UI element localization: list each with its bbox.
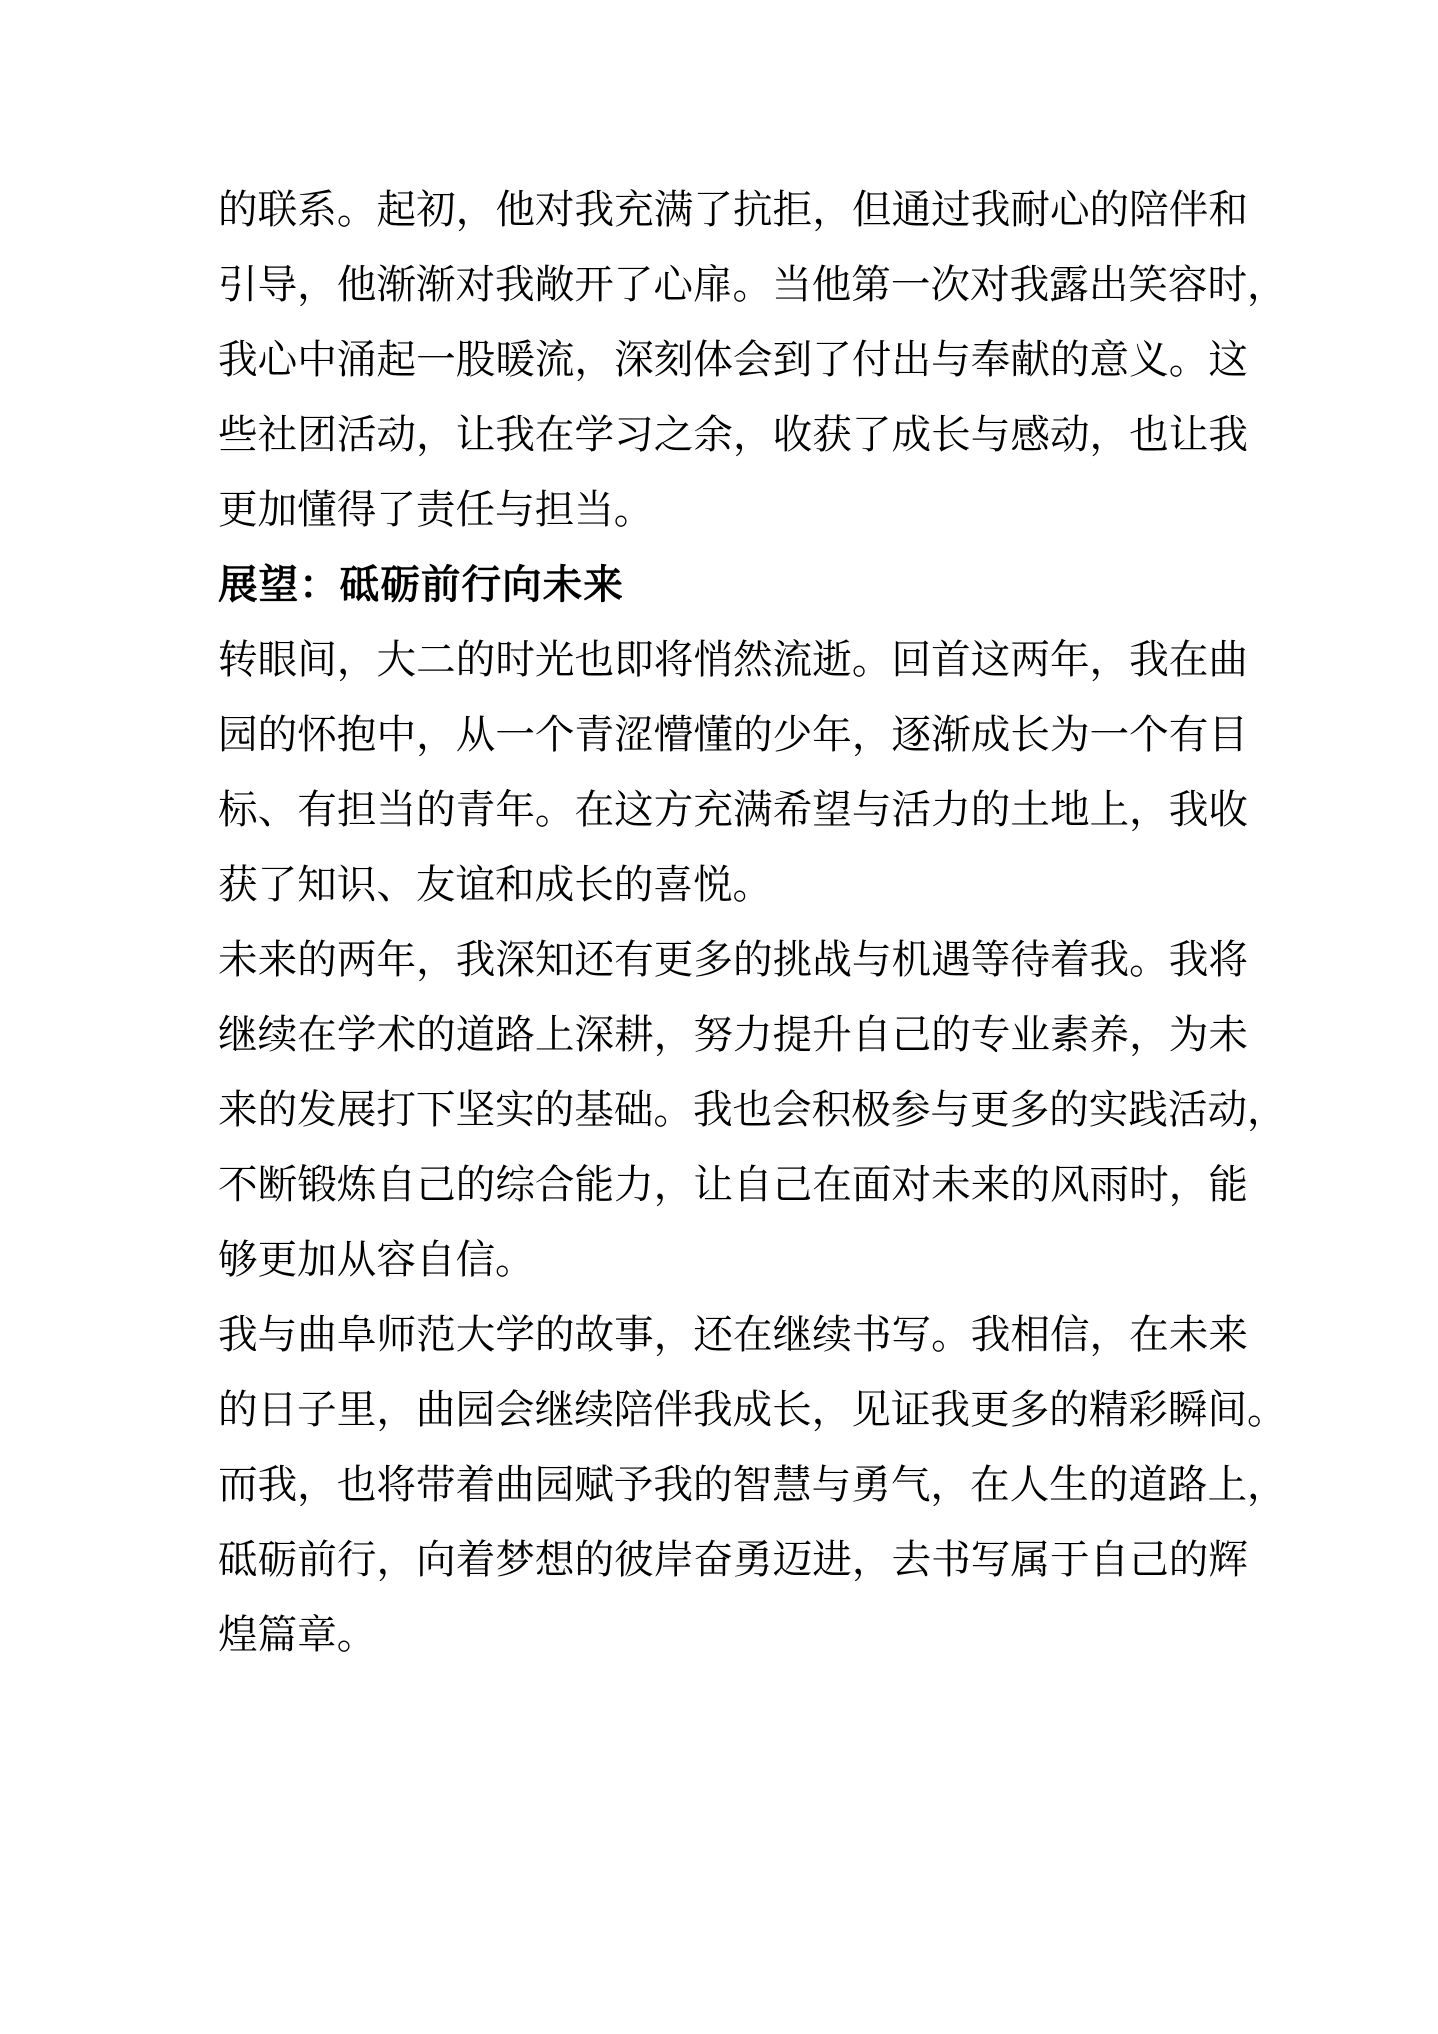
paragraph-two-years-review xyxy=(218,623,1248,923)
text-line: 够更加从容自信。 xyxy=(218,1238,535,1282)
text-line: 而我，也将带着曲园赋予我的智慧与勇气，在人生的道路上， xyxy=(218,1463,1287,1507)
text-line: 我与曲阜师范大学的故事，还在继续书写。我相信，在未来 xyxy=(218,1313,1248,1357)
text-line: 引导，他渐渐对我敞开了心扉。当他第一次对我露出笑容时， xyxy=(218,263,1287,307)
text-line: 转眼间，大二的时光也即将悄然流逝。回首这两年，我在曲 xyxy=(218,638,1248,682)
section-heading-text: 展望：砥砺前行向未来 xyxy=(218,563,624,607)
text-line: 标、有担当的青年。在这方充满希望与活力的土地上，我收 xyxy=(218,788,1248,832)
paragraph-community-activities xyxy=(218,173,1287,548)
section-heading-outlook xyxy=(218,548,1248,623)
text-line: 园的怀抱中，从一个青涩懵懂的少年，逐渐成长为一个有目 xyxy=(218,713,1248,757)
text-line: 更加懂得了责任与担当。 xyxy=(218,488,654,532)
text-line: 继续在学术的道路上深耕，努力提升自己的专业素养，为未 xyxy=(218,1013,1248,1057)
text-line: 我心中涌起一股暖流，深刻体会到了付出与奉献的意义。这 xyxy=(218,338,1248,382)
text-line: 的日子里，曲园会继续陪伴我成长，见证我更多的精彩瞬间。 xyxy=(218,1388,1287,1432)
text-line: 不断锻炼自己的综合能力，让自己在面对未来的风雨时，能 xyxy=(218,1163,1248,1207)
paragraph-future-plans xyxy=(218,923,1287,1298)
text-line: 些社团活动，让我在学习之余，收获了成长与感动，也让我 xyxy=(218,413,1248,457)
text-line: 来的发展打下坚实的基础。我也会积极参与更多的实践活动， xyxy=(218,1088,1287,1132)
text-line: 获了知识、友谊和成长的喜悦。 xyxy=(218,863,773,907)
text-line: 的联系。起初，他对我充满了抗拒，但通过我耐心的陪伴和 xyxy=(218,188,1248,232)
paragraph-closing xyxy=(218,1298,1287,1673)
text-line: 砥砺前行，向着梦想的彼岸奋勇迈进，去书写属于自己的辉 xyxy=(218,1538,1248,1582)
document-content xyxy=(218,173,1287,1673)
text-line: 煌篇章。 xyxy=(218,1613,377,1657)
text-line: 未来的两年，我深知还有更多的挑战与机遇等待着我。我将 xyxy=(218,938,1248,982)
